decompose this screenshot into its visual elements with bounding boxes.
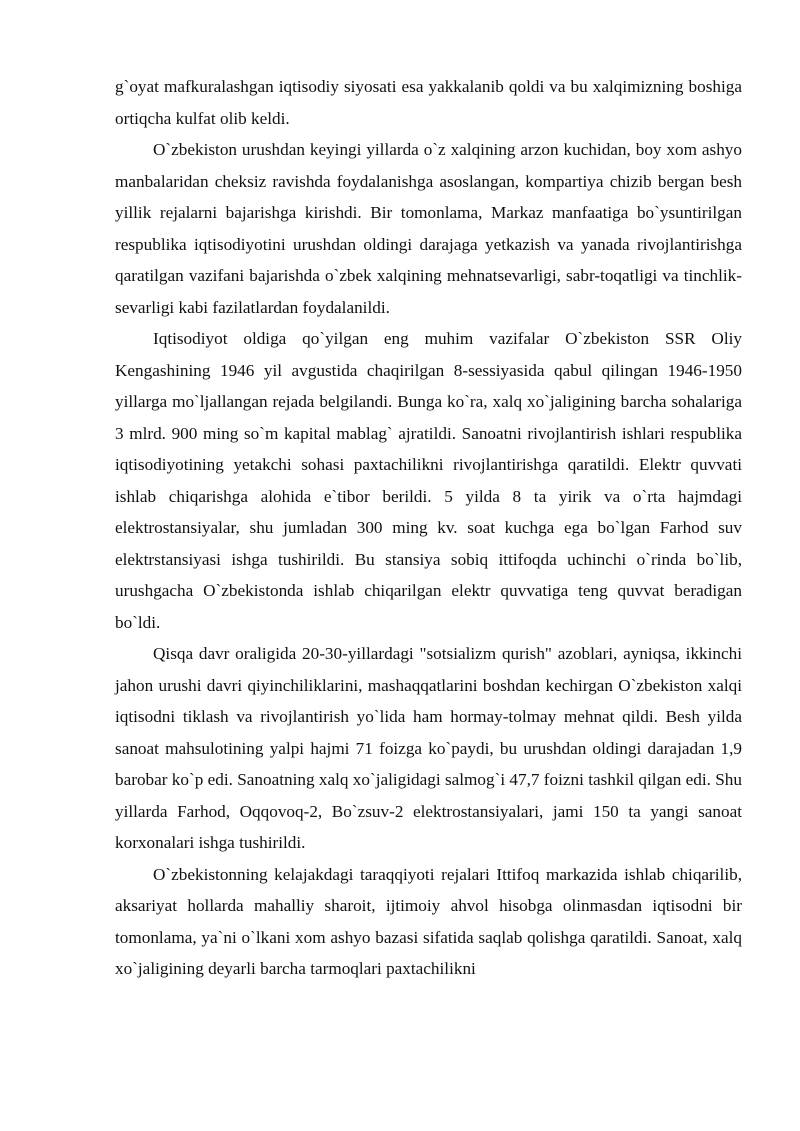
paragraph-postwar-exploitation: O`zbekiston urushdan keyingi yillarda o`z xalqining arzon kuchidan, boy xom ashyo manbalaridan cheksiz ravishda foydalanishga asoslangan, kompartiya chizib bergan besh yillik rejalarni bajarishga kirishdi. Bir tomonlama, Markaz manfaatiga bo`ysuntirilgan respublika iqtisodiyotini urushdan oldingi darajaga yetkazish va yanada rivojlantirishga qaratilgan vazifani bajarishda o`zbek xalqining mehnatsevarligi, sabr-toqatligi va tinchlik-sevarligi kabi fazilatlardan foydalanildi. <box>115 140 742 317</box>
document-body <box>115 71 742 985</box>
paragraph-continuation: g`oyat mafkuralashgan iqtisodiy siyosati esa yakkalanib qoldi va bu xalqimizning boshiga ortiqcha kulfat olib keldi. <box>115 77 742 128</box>
paragraph-industrial-growth: Qisqa davr oraligida 20-30-yillardagi "sotsializm qurish" azoblari, ayniqsa, ikkinchi jahon urushi davri qiyinchiliklarini, mashaqqatlarini boshdan kechirgan O`zbekiston xalqi iqtisodni tiklash va rivojlantirish yo`lida ham hormay-tolmay mehnat qildi. Besh yilda sanoat mahsulotining yalpi hajmi 71 foizga ko`paydi, bu urushdan oldingi darajadan 1,9 barobar ko`p edi. Sanoatning xalq xo`jaligidagi salmog`i 47,7 foizni tashkil qilgan edi. Shu yillarda Farhod, Oqqovoq-2, Bo`zsuv-2 elektrostansiyalari, jami 150 ta yangi sanoat korxonalari ishga tushirildi. <box>115 644 742 852</box>
paragraph-future-plans: O`zbekistonning kelajakdagi taraqqiyoti rejalari Ittifoq markazida ishlab chiqarilib, aksariyat hollarda mahalliy sharoit, ijtimoiy ahvol hisobga olinmasdan iqtisodni bir tomonlama, ya`ni o`lkani xom ashyo bazasi sifatida saqlab qolishga qaratildi. Sanoat, xalq xo`jaligining deyarli barcha tarmoqlari paxtachilikni <box>115 864 742 978</box>
paragraph-five-year-plan: Iqtisodiyot oldiga qo`yilgan eng muhim vazifalar O`zbekiston SSR Oliy Kengashining 1946 yil avgustida chaqirilgan 8-sessiyasida qabul qilingan 1946-1950 yillarga mo`ljallangan rejada belgilandi. Bunga ko`ra, xalq xo`jaligining barcha sohalariga 3 mlrd. 900 ming so`m kapital mablag` ajratildi. Sanoatni rivojlantirish ishlari respublika iqtisodiyotining yetakchi sohasi paxtachilikni rivojlantirishga qaratildi. Elektr quvvati ishlab chiqarishga alohida e`tibor berildi. 5 yilda 8 ta yirik va o`rta hajmdagi elektrostansiyalar, shu jumladan 300 ming kv. soat kuchga ega bo`lgan Farhod suv elektrstansiyasi ishga tushirildi. Bu stansiya sobiq ittifoqda uchinchi o`rinda bo`lib, urushgacha O`zbekistonda ishlab chiqarilgan elektr quvvatiga teng quvvat beradigan bo`ldi. <box>115 329 742 632</box>
